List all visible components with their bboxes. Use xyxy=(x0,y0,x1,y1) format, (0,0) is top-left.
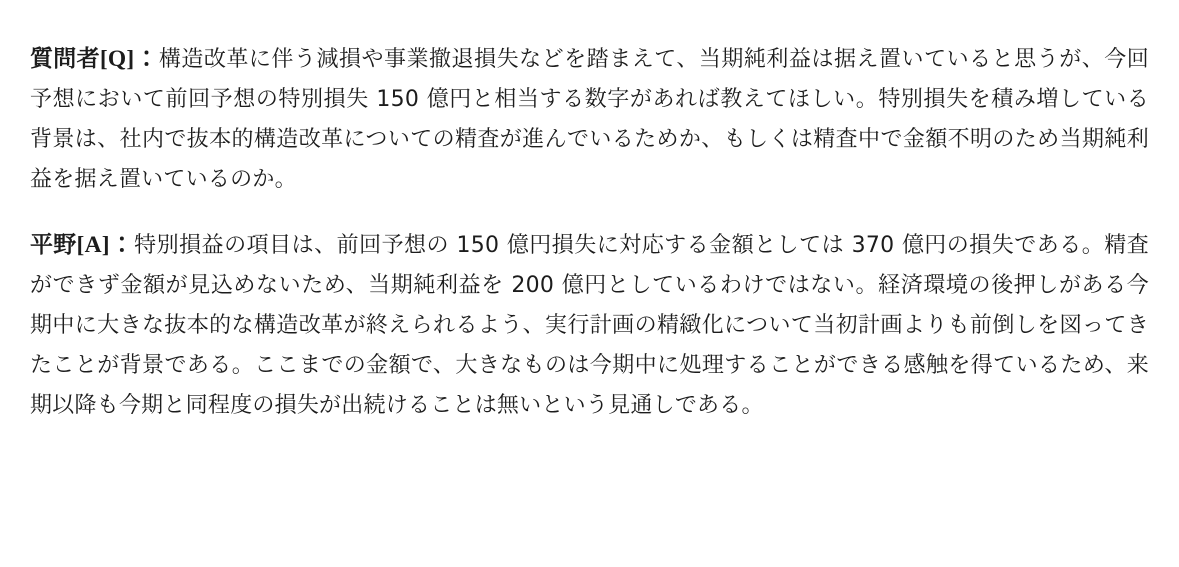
answer-speaker-tag: [A] xyxy=(76,231,110,258)
question-body: 構造改革に伴う減損や事業撤退損失などを踏まえて、当期純利益は据え置いていると思うが、今回予想において前回予想の特別損失 150 億円と相当する数字があれば教えてほしい。特別損失を積み増している背景は、社内で抜本的構造改革についての精査が進んでいるためか、もしくは精査中で金額不明のため当期純利益を据え置いているのか。 xyxy=(30,47,1149,192)
qa-block-answer xyxy=(30,226,1149,426)
question-separator: ： xyxy=(134,46,159,72)
question-paragraph xyxy=(30,40,1149,200)
question-speaker-tag: [Q] xyxy=(99,46,135,72)
answer-body: 特別損益の項目は、前回予想の 150 億円損失に対応する金額としては 370 億円の損失である。精査ができず金額が見込めないため、当期純利益を 200 億円としているわけではない。経済環境の後押しがある今期中に大きな抜本的な構造改革が終えられるよう、実行計画の精緻化について当初計画よりも前倒しを図ってきたことが背景である。ここまでの金額で、大きなものは今期中に処理することができる感触を得ているため、来期以降も今期と同程度の損失が出続けることは無いという見通しである。 xyxy=(30,232,1149,418)
answer-speaker-name: 平野 xyxy=(30,231,77,258)
answer-separator: ： xyxy=(109,231,135,258)
qa-block-question xyxy=(30,40,1149,200)
question-speaker-name: 質問者 xyxy=(30,46,100,72)
answer-paragraph xyxy=(30,226,1149,426)
